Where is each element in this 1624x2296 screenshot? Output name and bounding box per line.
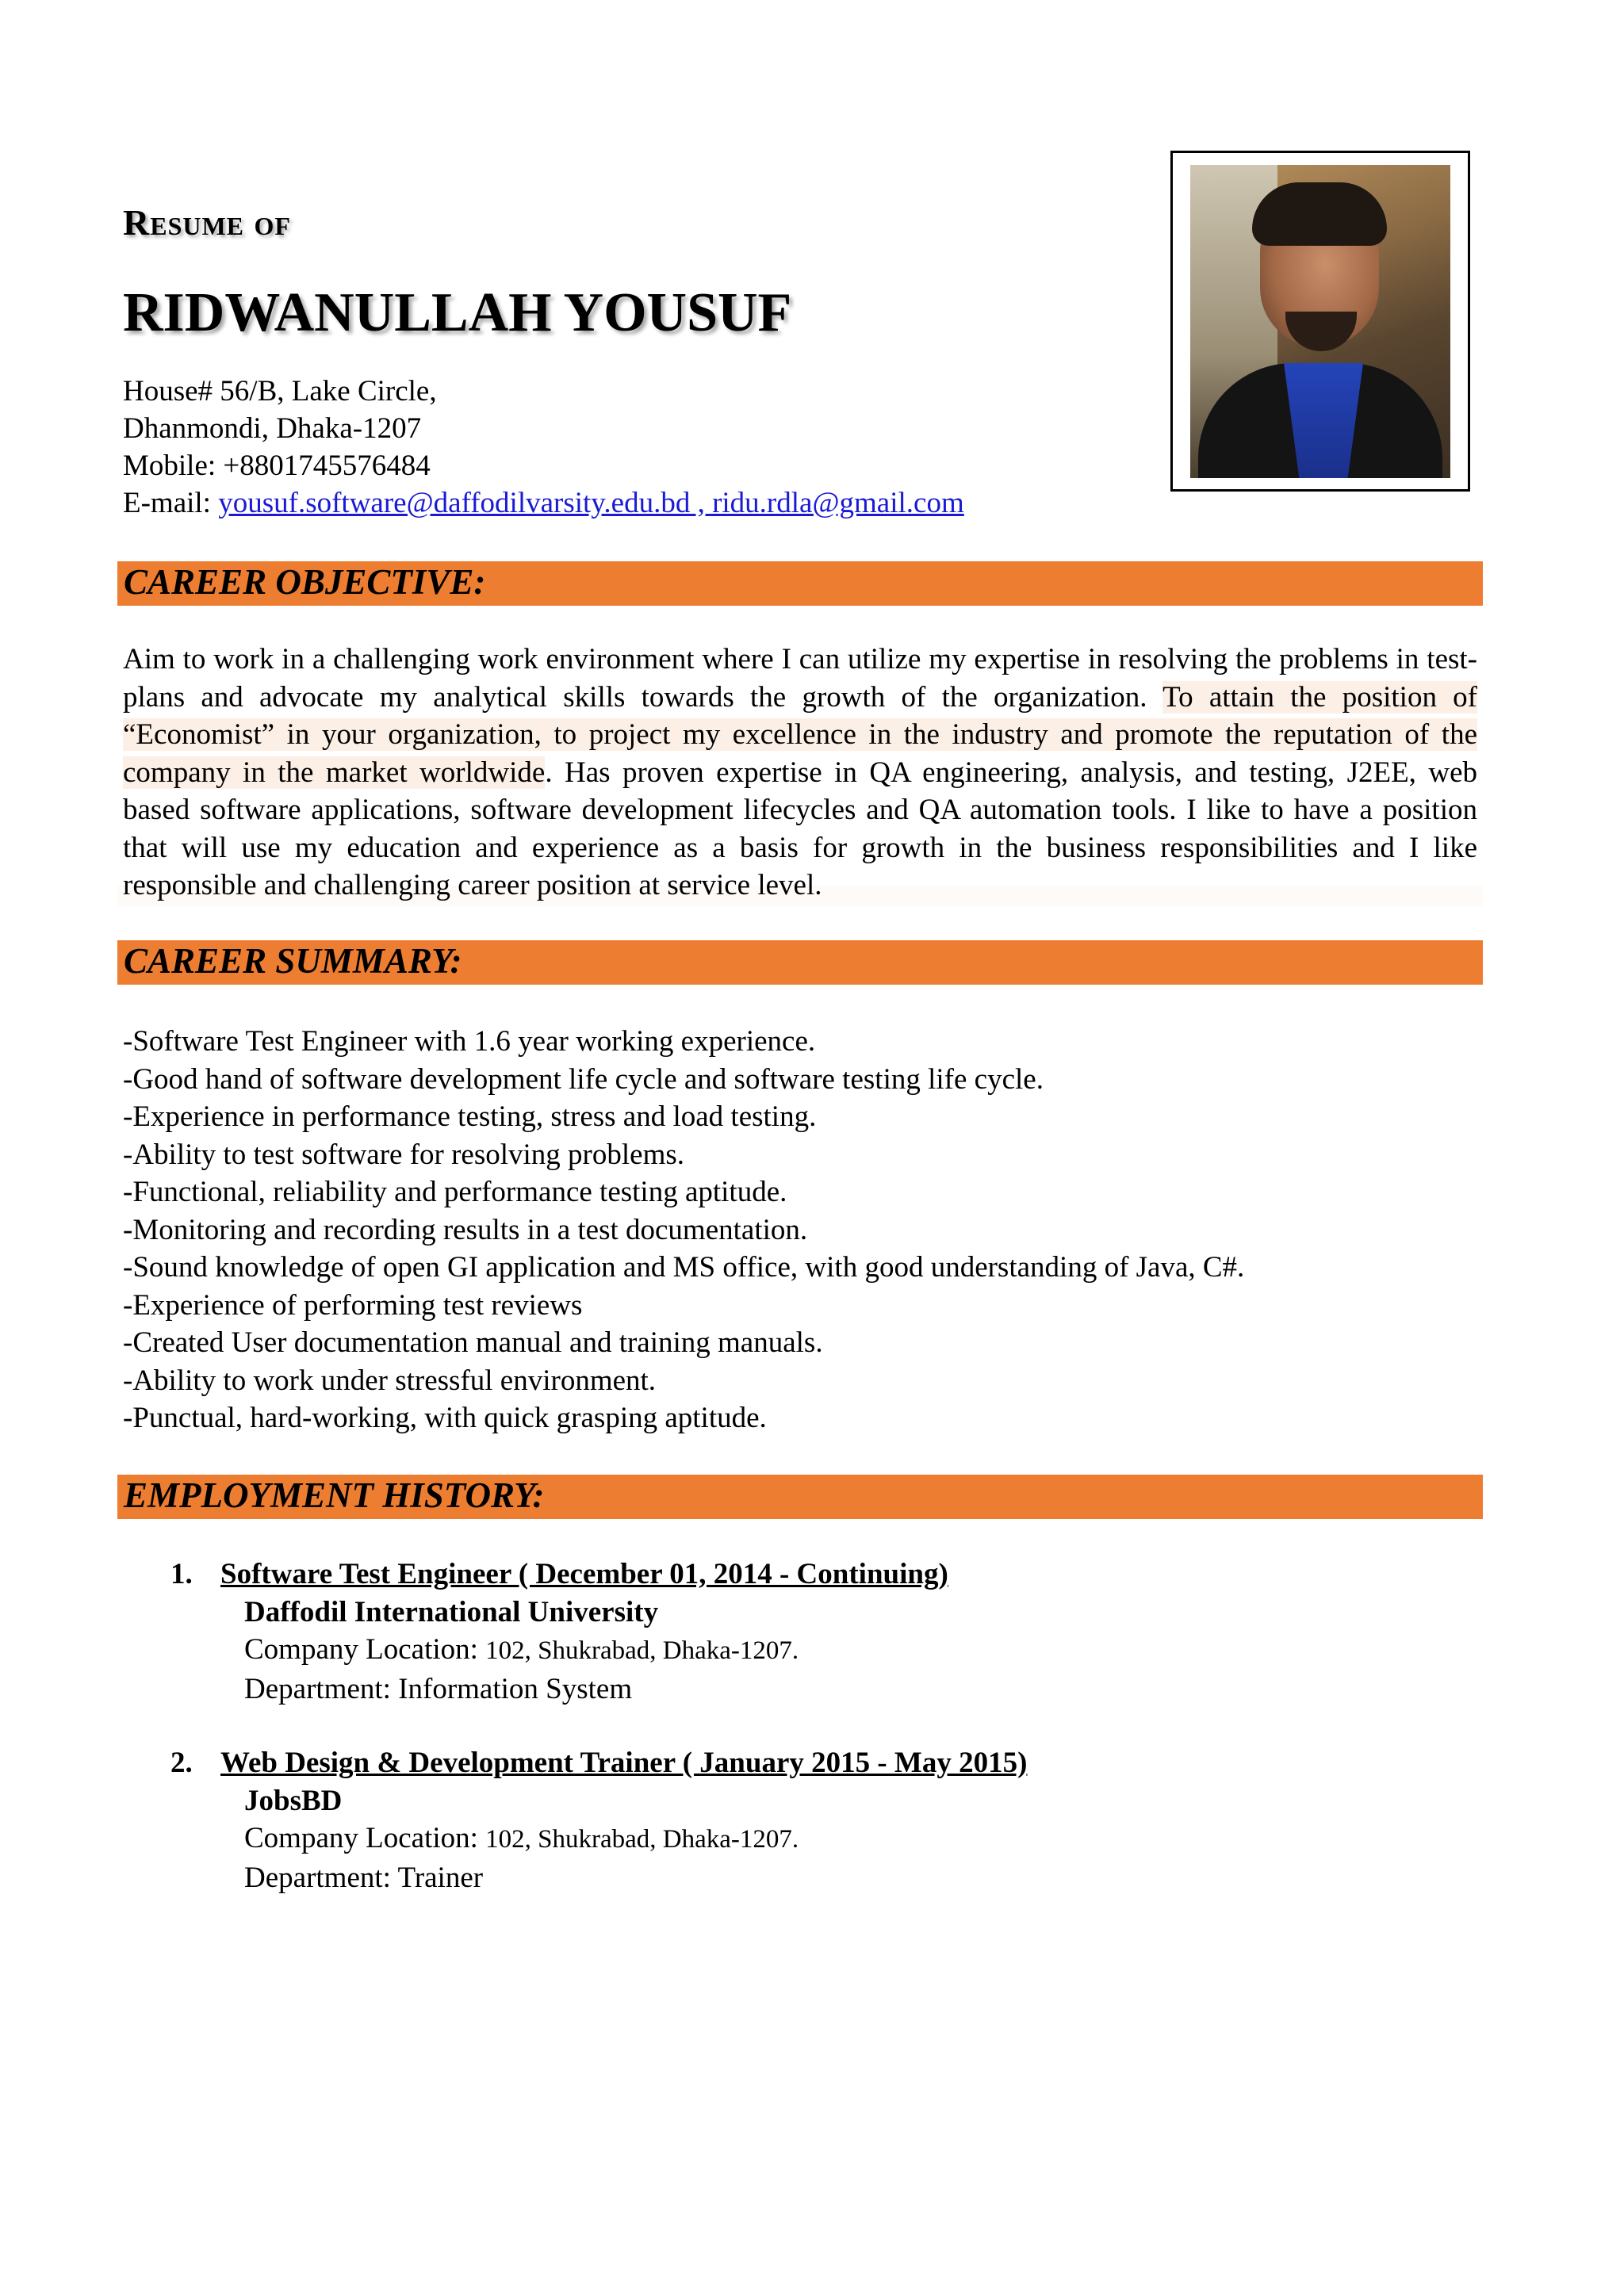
list-item: -Ability to test software for resolving problems. (123, 1138, 685, 1171)
list-item: -Experience of performing test reviews (123, 1288, 583, 1322)
department-label: Department: (244, 1672, 399, 1705)
email-link[interactable]: yousuf.software@daffodilvarsity.edu.bd , ridu.rdla@gmail.com (218, 487, 964, 519)
address-line-2: Dhanmondi, Dhaka-1207 (123, 412, 422, 445)
profile-photo-frame (1170, 151, 1470, 492)
career-summary-list (123, 1023, 1244, 1437)
company-name: Daffodil International University (244, 1595, 659, 1628)
career-summary-heading (117, 940, 1483, 985)
location-value: 102, Shukrabad, Dhaka-1207. (485, 1636, 799, 1665)
job-details (244, 1782, 799, 1897)
company-location (244, 1631, 799, 1670)
job-title: Web Design & Development Trainer ( January 2015 - May 2015) (220, 1747, 1028, 1779)
mobile-line (123, 447, 964, 484)
email-line (123, 484, 964, 522)
list-item: -Ability to work under stressful environment. (123, 1364, 657, 1397)
list-item: -Software Test Engineer with 1.6 year working experience. (123, 1025, 816, 1058)
location-label: Company Location: (244, 1822, 486, 1854)
list-item: -Created User documentation manual and training manuals. (123, 1326, 823, 1359)
department-label: Department: (244, 1861, 398, 1894)
objective-highlighted: To attain the position of “Economist” in your organization, to project my excellence in the industry and promote the reputation of the company in the market worldwide (123, 680, 1478, 789)
candidate-name: RIDWANULLAH YOUSUF (123, 282, 792, 343)
objective-part-1: Aim to work in a challenging work environment where I can utilize my expertise in resolving the problems in test-plans and advocate my analytical skills towards the growth of the organization. (123, 643, 1477, 714)
career-objective-text (123, 641, 1477, 905)
list-item: -Functional, reliability and performance testing aptitude. (123, 1176, 787, 1208)
list-item: -Punctual, hard-working, with quick grasping aptitude. (123, 1402, 767, 1434)
email-label: E-mail: (123, 487, 219, 519)
job-title: Software Test Engineer ( December 01, 2014 - Continuing) (220, 1558, 948, 1590)
list-item: -Sound knowledge of open GI application and MS office, with good understanding of Java, C#. (123, 1251, 1245, 1284)
employment-history-label: EMPLOYMENT HISTORY: (124, 1475, 545, 1515)
job-details (244, 1594, 799, 1709)
department-value: Trainer (397, 1861, 484, 1894)
employment-history-heading (117, 1475, 1483, 1519)
mobile-number: +8801745576484 (223, 450, 431, 482)
career-objective-label: CAREER OBJECTIVE: (124, 562, 486, 602)
career-summary-label: CAREER SUMMARY: (124, 941, 462, 981)
location-value: 102, Shukrabad, Dhaka-1207. (485, 1825, 799, 1854)
list-item: -Good hand of software development life cycle and software testing life cycle. (123, 1062, 1044, 1096)
list-item: -Monitoring and recording results in a test documentation. (123, 1213, 808, 1246)
department-value: Information System (398, 1672, 633, 1705)
resume-of-heading: Resume of (123, 202, 291, 243)
department (244, 1859, 799, 1897)
contact-block (123, 373, 964, 522)
address-line-1: House# 56/B, Lake Circle, (123, 375, 437, 408)
job-number: 1. (170, 1558, 193, 1590)
profile-photo (1190, 165, 1450, 478)
company-location (244, 1820, 799, 1859)
location-label: Company Location: (244, 1633, 486, 1666)
objective-part-2: . Has proven expertise in QA engineering, analysis, and testing, J2EE, web based software applications, software development lifecycles and QA automation tools. I like to have a position that will use my education and experience as a basis for growth in the business responsibilities and I like responsible and challenging career position at service level. (123, 756, 1478, 901)
job-number: 2. (170, 1747, 193, 1779)
mobile-label: Mobile: (123, 450, 224, 482)
career-objective-heading (117, 561, 1483, 606)
department (244, 1670, 799, 1709)
company-name: JobsBD (244, 1784, 343, 1817)
list-item: -Experience in performance testing, stress and load testing. (123, 1100, 817, 1133)
